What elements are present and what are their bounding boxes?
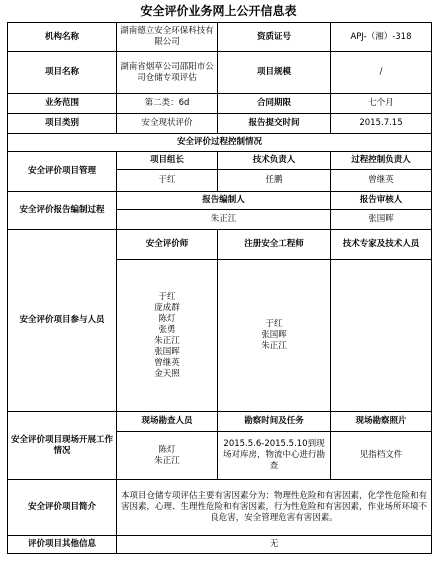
leader-header: 项目组长 [117,152,218,170]
process-section-row [8,134,432,152]
site-task-header: 勘察时间及任务 [218,412,331,432]
report-writer-header: 报告编制人 [117,192,331,210]
project-name-value: 湖南省烟草公司邵阳市公司仓储专项评估 [117,52,218,94]
list-item: 朱正江 [154,335,180,346]
info-table [7,22,432,554]
other-row [8,536,432,554]
cert-value: APJ-（湘）-318 [331,23,432,52]
report-reviewer-value: 张国晖 [331,210,432,230]
experts-header: 技术专家及技术人员 [331,230,432,260]
submit-value: 2015.7.15 [331,114,432,134]
management-header-row [8,152,432,170]
cert-label: 资质证号 [218,23,331,52]
engineers-header: 注册安全工程师 [218,230,331,260]
report-label: 安全评价报告编制过程 [8,192,117,230]
list-item: 张国晖 [154,346,180,357]
assessors-header: 安全评价师 [117,230,218,260]
participants-header-row [8,230,432,260]
scope-label: 业务范围 [8,94,117,114]
org-value: 湖南德立安全环保科技有限公司 [117,23,218,52]
term-value: 七个月 [331,94,432,114]
list-item: 陈灯 [158,313,176,324]
project-scale-label: 项目规模 [218,52,331,94]
site-work-label: 安全评价项目现场开展工作情况 [8,412,117,480]
site-photos-value: 见指档文件 [331,432,432,480]
summary-text: 本项目仓储专项评估主要有害因素分为：物理性危险和有害因素，化学性危险和有害因素，心理、生理性危险和有害因素，行为性危险和有害因素，作业场所环境不良危害，安全管理危害有害因素。 [117,480,432,536]
assessors-list [117,260,218,412]
scope-value: 第二类：6d [117,94,218,114]
page-title: 安全评价业务网上公开信息表 [140,4,297,18]
process-section-heading: 安全评价过程控制情况 [8,134,432,152]
business-row [8,94,432,114]
list-item: 陈灯 [158,444,176,455]
term-label: 合同期限 [218,94,331,114]
report-writer-value: 朱正江 [117,210,331,230]
tech-lead-header: 技术负责人 [218,152,331,170]
category-label: 项目类别 [8,114,117,134]
site-staff-list [117,432,218,480]
list-item: 张勇 [158,324,176,335]
report-reviewer-header: 报告审核人 [331,192,432,210]
category-value: 安全现状评价 [117,114,218,134]
list-item: 曾继英 [154,357,180,368]
list-item: 金天照 [154,368,180,379]
submit-label: 报告提交时间 [218,114,331,134]
org-label: 机构名称 [8,23,117,52]
list-item: 朱正江 [154,455,180,466]
list-item: 张国晖 [261,330,287,340]
org-row [8,23,432,52]
experts-list [331,260,432,412]
leader-value: 于红 [117,170,218,192]
process-lead-header: 过程控制负责人 [331,152,432,170]
report-header-row [8,192,432,210]
list-item: 于红 [265,319,283,329]
site-photos-header: 现场勘察照片 [331,412,432,432]
other-label: 评价项目其他信息 [8,536,117,554]
other-value: 无 [117,536,432,554]
site-task-value: 2015.5.6-2015.5.10到现场对库房，物流中心进行勘查 [218,432,331,480]
process-lead-value: 曾继英 [331,170,432,192]
site-header-row [8,412,432,432]
management-label: 安全评价项目管理 [8,152,117,192]
category-row [8,114,432,134]
project-name-label: 项目名称 [8,52,117,94]
summary-label: 安全评价项目简介 [8,480,117,536]
tech-lead-value: 任鹏 [218,170,331,192]
participants-label: 安全评价项目参与人员 [8,230,117,412]
list-item: 于红 [158,291,176,302]
list-item: 庞成群 [154,302,180,313]
list-item: 朱正江 [261,341,287,351]
site-staff-header: 现场勘查人员 [117,412,218,432]
project-row [8,52,432,94]
engineers-list [218,260,331,412]
project-scale-value: / [331,52,432,94]
summary-row [8,480,432,536]
